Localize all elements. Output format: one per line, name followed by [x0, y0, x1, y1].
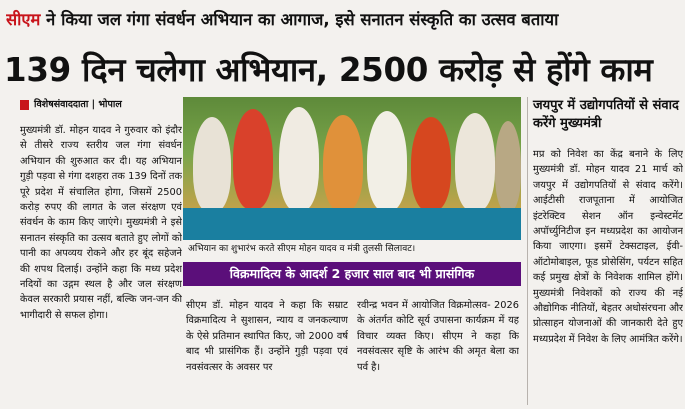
kicker-rest: ने किया जल गंगा संवर्धन अभियान का आगाज, इसे सनातन संस्कृति का उत्सव बताया [40, 10, 559, 29]
subhead-banner: विक्रमादित्य के आदर्श 2 हजार साल बाद भी प्रासंगिक [183, 262, 521, 286]
article-column-3: मप्र को निवेश का केंद्र बनाने के लिए मुख्यमंत्री डॉ. मोहन यादव 21 मार्च को जयपुर में उद्योगपतियों से संवाद करेंगे। आईटीसी राजपूताना में आयोजित इंटरेक्टिव सेशन ऑन इन्वेस्टमेंट अपॉर्च्युनिटीज इन मध्यप्रदेश का आयोजन किया जाएगा। इसमें टेक्सटाइल, ईवी-ऑटोमोबाइल, फूड प्रोसेसिंग, पर्यटन सहित कई प्रमुख क्षेत्रों के निवेशक शामिल होंगे। मुख्यमंत्री निवेशकों को राज्य की नई औद्योगिक नीतियों, बेहतर अधोसंरचना और प्रोत्साहन योजनाओं की जानकारी देते हुए मध्यप्रदेश में निवेश के लिए आमंत्रित करेंगे। [533, 149, 683, 345]
kicker-line [6, 6, 681, 34]
article-column-1: मुख्यमंत्री डॉ. मोहन यादव ने गुरुवार को इंदौर से तीसरे राज्य स्तरीय जल गंगा संवर्धन अभियान की शुरुआत कर दी। यह अभियान गुड़ी पड़वा से गंगा दशहरा तक 139 दिनों तक पूरे प्रदेश में संचालित होगा, जिसमें 2500 करोड़ रुपए की लागत के जल संरक्षण एवं संवर्धन के काम किए जाएंगे। मुख्यमंत्री ने इसे सनातन संस्कृति का उत्सव बताते हुए लोगों को पानी का अपव्यय रोकने और हर बूंद सहेजने की शपथ दिलाई। उन्होंने कहा कि मध्य प्रदेश नदियों का उद्गम स्थल है और जल संरक्षण केवल सरकारी प्रयास नहीं, बल्कि जन-जन की भागीदारी से सफल होगा। [20, 125, 182, 321]
byline: विशेषसंवाददाता | भोपाल [34, 99, 122, 110]
byline-marker [20, 100, 29, 110]
photo-banner [183, 208, 521, 240]
photo-caption: अभियान का शुभारंभ करते सीएम मोहन यादव व मंत्री तुलसी सिलावट। [183, 240, 521, 258]
news-photo [183, 97, 521, 240]
side-headline: जयपुर में उद्योगपतियों से संवाद करेंगे मुख्यमंत्री [533, 98, 679, 131]
column-divider [527, 97, 528, 405]
main-headline: 139 दिन चलेगा अभियान, 2500 करोड़ से होंगे काम [4, 51, 653, 89]
kicker-red: सीएम [6, 10, 41, 29]
article-column-2b: रवीन्द्र भवन में आयोजित विक्रमोत्सव- 2026 के अंतर्गत कोटि सूर्य उपासना कार्यक्रम में यह विचार व्यक्त किए। सीएम ने कहा कि नवसंवत्सर सृष्टि के आरंभ की अमृत बेला का पर्व है। [357, 300, 519, 373]
article-column-2a: सीएम डॉ. मोहन यादव ने कहा कि सम्राट विक्रमादित्य ने सुशासन, न्याय व जनकल्याण के ऐसे प्रतिमान स्थापित किए, जो 2000 वर्ष बाद भी प्रासंगिक हैं। उन्होंने गुड़ी पड़वा एवं नवसंवत्सर के अवसर पर [186, 300, 348, 373]
